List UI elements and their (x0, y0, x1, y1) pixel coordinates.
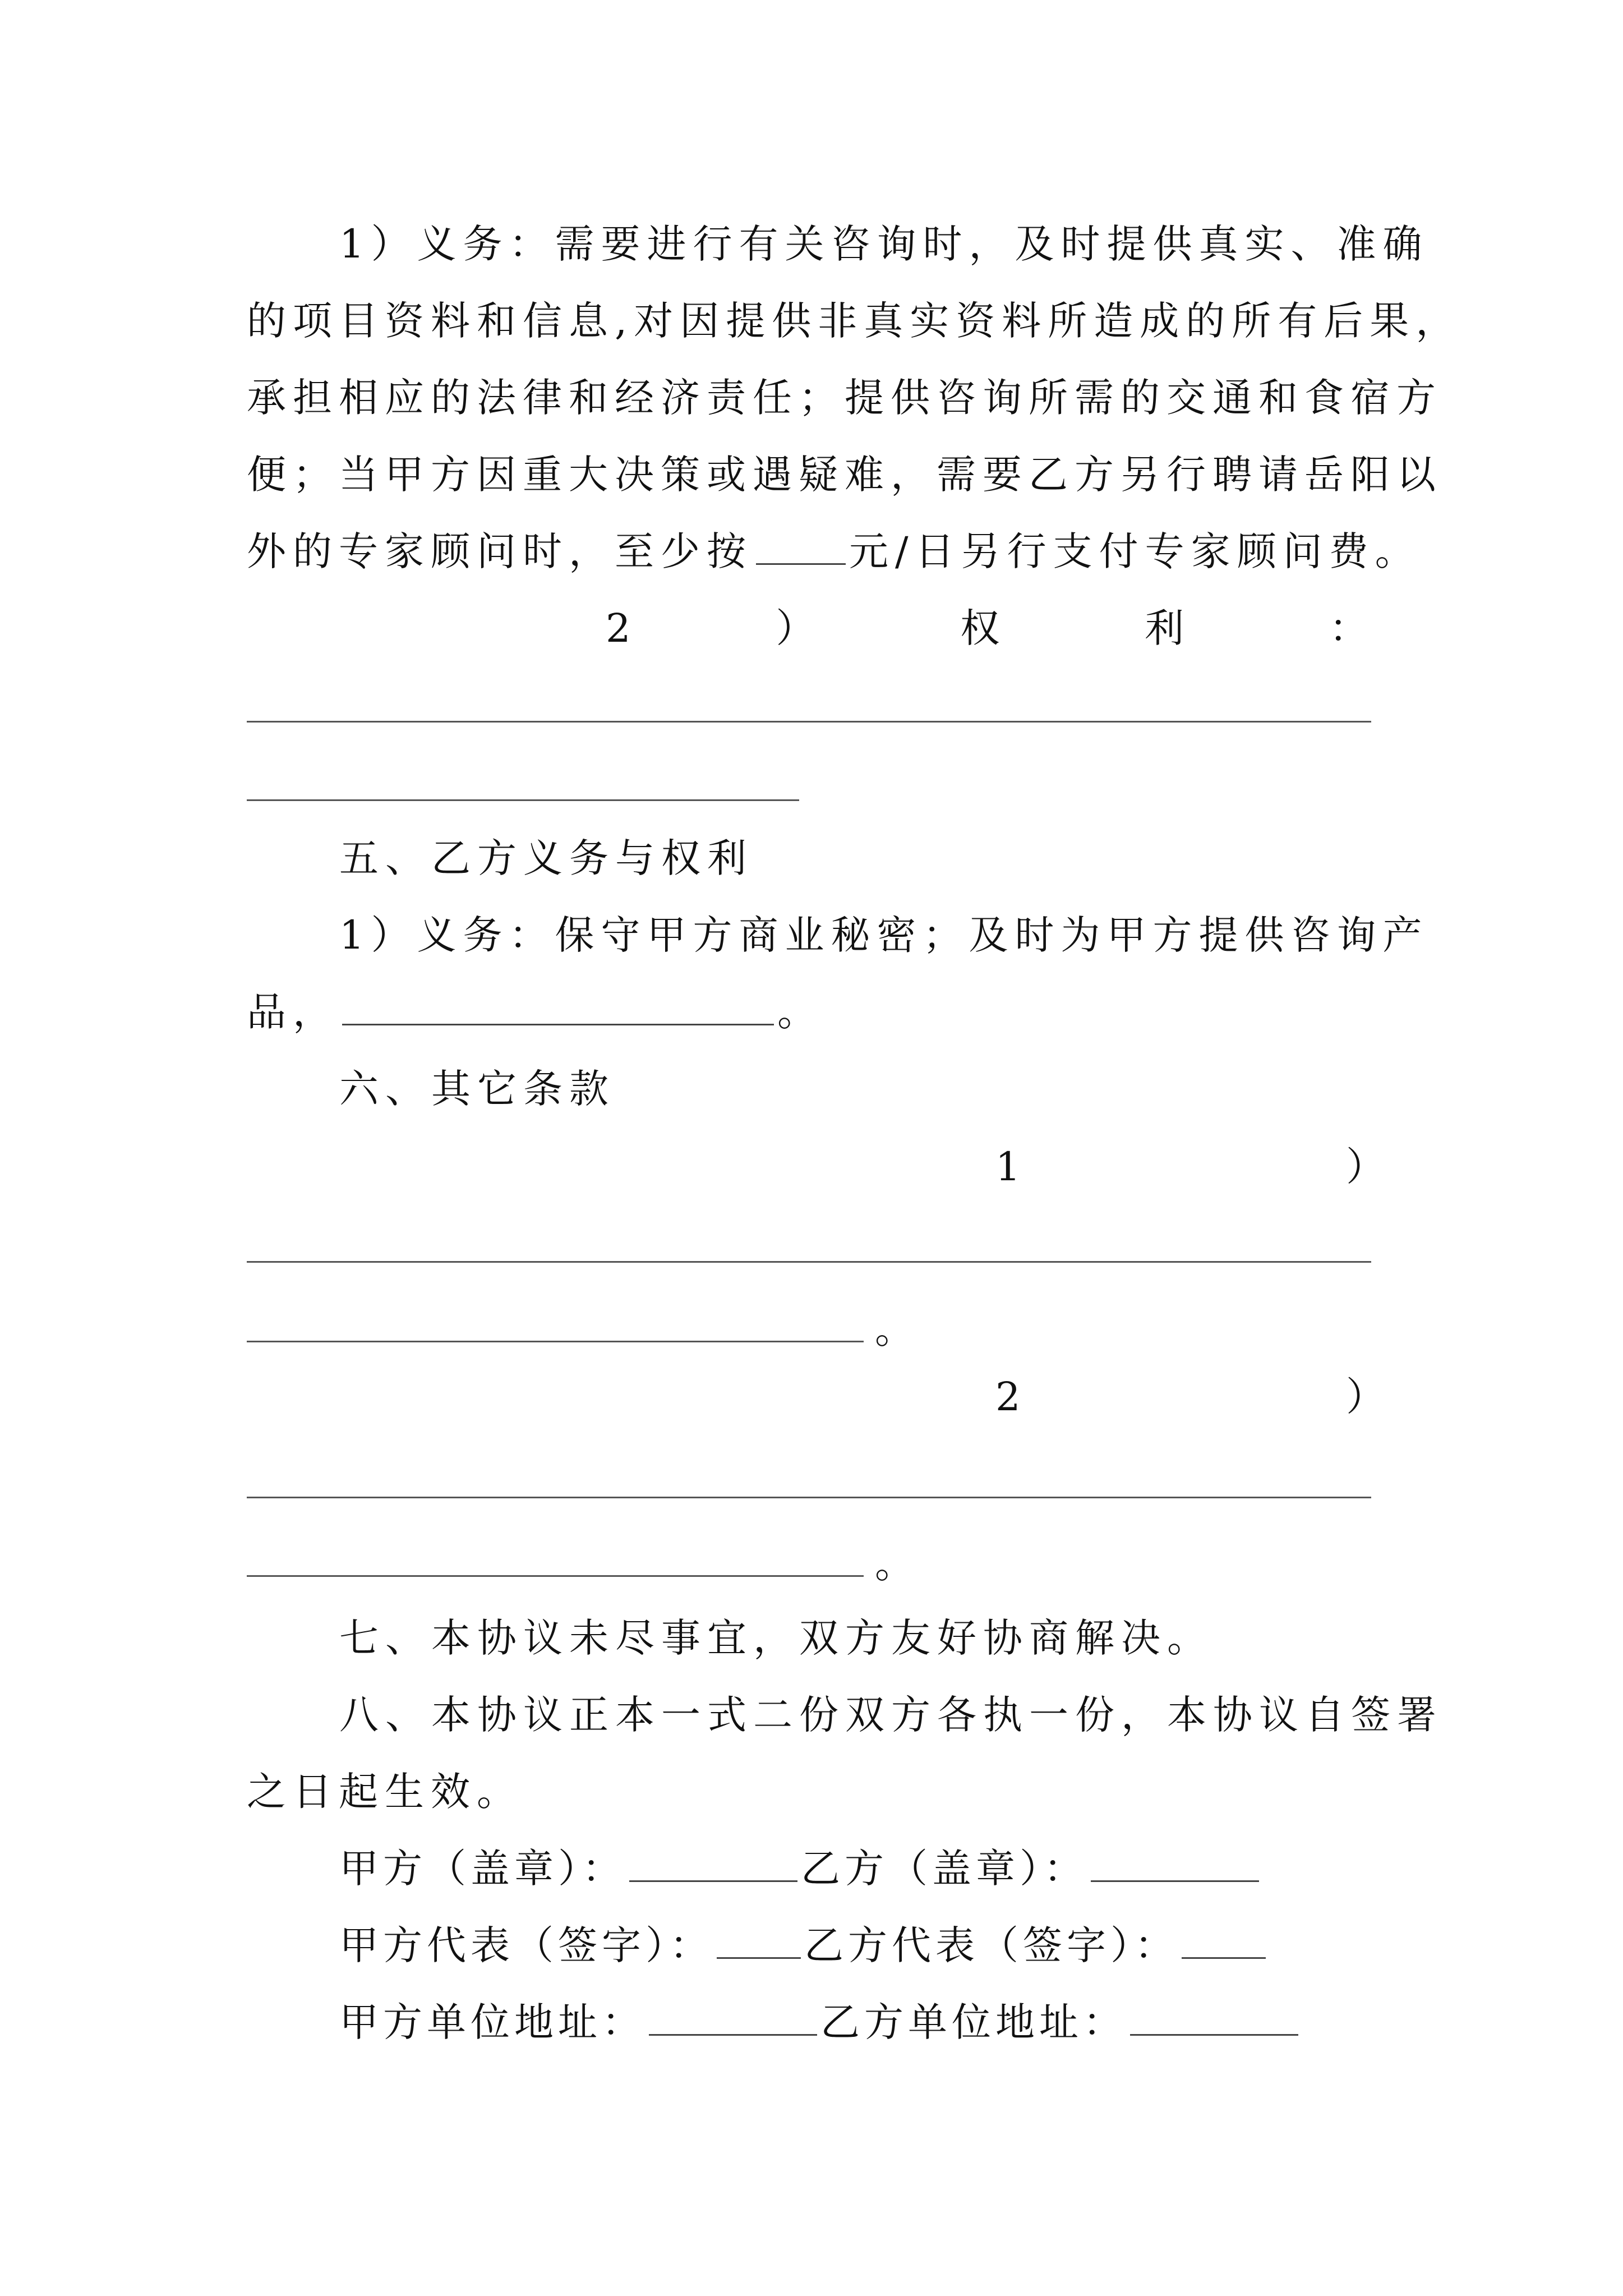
owner-duty-line-5-start: 外的专家顾问时，至少按 (247, 528, 753, 574)
clause-1-paren: ） (1346, 1144, 1385, 1190)
party-a-rep-label: 甲方代表（签字）： (339, 1922, 713, 1968)
party-a-seal-label: 甲方（盖章）： (339, 1846, 626, 1892)
address-row (339, 1994, 1374, 2050)
clause-2-paren: ） (1346, 1374, 1385, 1420)
owner-duty-line-4: 便；当甲方因重大决策或遇疑难，需要乙方另行聘请岳阳以 (247, 452, 1442, 498)
owner-right-colon: ： (1329, 605, 1368, 651)
section-7-text: 七、本协议未尽事宜，双方友好协商解决。 (339, 1615, 1213, 1661)
owner-right-fill-line-2 (247, 799, 799, 801)
party-b-addr-blank (1130, 2034, 1298, 2036)
section-6-heading: 六、其它条款 (339, 1066, 615, 1112)
section-5-duty-line-2-start: 品， (247, 989, 339, 1035)
party-b-rep-label: 乙方代表（签字）： (804, 1922, 1178, 1968)
owner-duty-line-5-end: 元/日另行支付专家顾问费。 (849, 528, 1421, 574)
fee-blank (756, 563, 846, 565)
representative-row (339, 1917, 1374, 1973)
clause-1-fill-line-2 (247, 1341, 864, 1342)
owner-right-char-1: 权 (960, 605, 1000, 651)
owner-duty-line-2: 的项目资料和信息,对因提供非真实资料所造成的所有后果， (247, 298, 1462, 344)
clause-2-fill-line-1 (247, 1497, 1371, 1498)
clause-1-fill-line-1 (247, 1261, 1371, 1263)
owner-duty-line-5 (247, 523, 1421, 579)
owner-right-char-2: 利 (1145, 605, 1184, 651)
party-b-seal-blank (1091, 1880, 1259, 1882)
clause-1-end: 。 (875, 1306, 914, 1352)
party-a-addr-label: 甲方单位地址： (339, 1999, 645, 2045)
party-b-addr-label: 乙方单位地址： (820, 1999, 1127, 2045)
owner-right-paren: ） (776, 605, 815, 651)
section-5-heading: 五、乙方义务与权利 (339, 835, 753, 881)
owner-right-fill-line-1 (247, 721, 1371, 723)
party-b-rep-blank (1182, 1957, 1266, 1959)
product-blank (342, 1024, 774, 1025)
party-a-addr-blank (649, 2034, 817, 2036)
section-8-line-2: 之日起生效。 (247, 1769, 523, 1815)
clause-1-num: 1 (995, 1144, 1021, 1190)
section-5-duty-line-1: 1）义务：保守甲方商业秘密；及时为甲方提供咨询产 (339, 912, 1429, 958)
party-a-rep-blank (717, 1957, 801, 1959)
clause-2-fill-line-2 (247, 1575, 864, 1577)
section-8-line-1: 八、本协议正本一式二份双方各执一份，本协议自签署 (339, 1692, 1443, 1738)
section-5-duty-line-2-end: 。 (777, 989, 823, 1035)
clause-2-num: 2 (995, 1374, 1021, 1420)
clause-2-end: 。 (875, 1541, 914, 1587)
section-5-duty-line-2 (247, 984, 1374, 1040)
owner-duty-line-3: 承担相应的法律和经济责任；提供咨询所需的交通和食宿方 (247, 375, 1442, 421)
owner-right-heading (606, 600, 1368, 656)
seal-row (339, 1841, 1374, 1897)
owner-right-num: 2 (606, 605, 631, 651)
party-a-seal-blank (629, 1880, 797, 1882)
owner-duty-line-1: 1）义务：需要进行有关咨询时，及时提供真实、准确 (339, 221, 1429, 267)
party-b-seal-label: 乙方（盖章）： (801, 1846, 1087, 1892)
